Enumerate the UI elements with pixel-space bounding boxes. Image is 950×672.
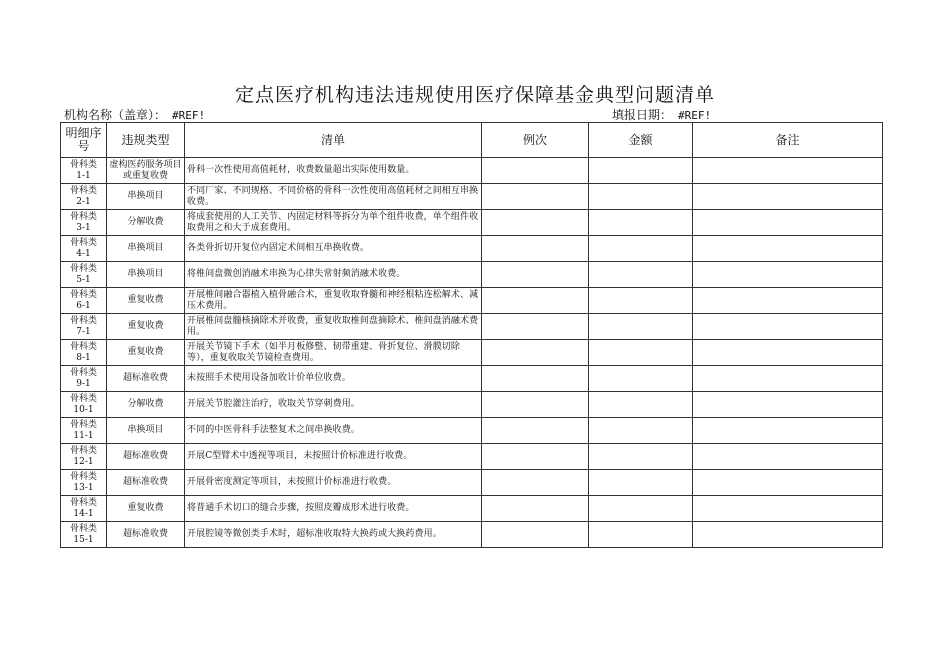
- row-number: 12-1: [73, 456, 94, 467]
- row-code: [61, 470, 107, 496]
- row-code: [61, 366, 107, 392]
- row-cases-cell[interactable]: [482, 210, 589, 236]
- row-amount-cell[interactable]: [589, 522, 693, 548]
- row-number: 14-1: [73, 508, 94, 519]
- row-amount-cell[interactable]: [589, 418, 693, 444]
- row-code: [61, 158, 107, 184]
- row-amount-cell[interactable]: [589, 444, 693, 470]
- row-number: 9-1: [76, 378, 91, 389]
- table-row: [61, 210, 883, 236]
- table-row: [61, 184, 883, 210]
- report-date-field: [612, 106, 711, 123]
- row-violation-type: 超标准收费: [107, 444, 185, 470]
- row-amount-cell[interactable]: [589, 470, 693, 496]
- row-cases-cell[interactable]: [482, 262, 589, 288]
- row-category: 骨科类: [69, 185, 97, 196]
- table-row: [61, 470, 883, 496]
- row-code: [61, 184, 107, 210]
- row-category: 骨科类: [69, 341, 97, 352]
- row-category: 骨科类: [69, 263, 97, 274]
- row-cases-cell[interactable]: [482, 314, 589, 340]
- table-row: [61, 366, 883, 392]
- table-row: [61, 158, 883, 184]
- row-violation-type: 串换项目: [107, 262, 185, 288]
- page-title: 定点医疗机构违法违规使用医疗保障基金典型问题清单: [234, 84, 715, 106]
- row-cases-cell[interactable]: [482, 418, 589, 444]
- row-amount-cell[interactable]: [589, 314, 693, 340]
- row-category: 骨科类: [69, 445, 97, 456]
- row-description: 不同的中医骨科手法整复术之间串换收费。: [185, 418, 482, 444]
- row-category: 骨科类: [69, 159, 97, 170]
- row-description: 将椎间盘微创消融术串换为心律失常射频消融术收费。: [185, 262, 482, 288]
- org-name-value: #REF!: [172, 109, 206, 122]
- row-remark-cell[interactable]: [693, 418, 883, 444]
- row-category: 骨科类: [69, 237, 97, 248]
- row-violation-type: 超标准收费: [107, 522, 185, 548]
- table-row: [61, 496, 883, 522]
- table-row: [61, 236, 883, 262]
- row-description: 开展腔镜等微创类手术时，超标准收取特大换药或大换药费用。: [185, 522, 482, 548]
- row-amount-cell[interactable]: [589, 496, 693, 522]
- row-remark-cell[interactable]: [693, 236, 883, 262]
- table-row: [61, 444, 883, 470]
- row-code: [61, 314, 107, 340]
- row-cases-cell[interactable]: [482, 340, 589, 366]
- row-category: 骨科类: [69, 211, 97, 222]
- table-row: [61, 288, 883, 314]
- row-violation-type: 超标准收费: [107, 470, 185, 496]
- row-remark-cell[interactable]: [693, 314, 883, 340]
- row-number: 3-1: [76, 222, 91, 233]
- row-cases-cell[interactable]: [482, 392, 589, 418]
- row-remark-cell[interactable]: [693, 210, 883, 236]
- row-remark-cell[interactable]: [693, 184, 883, 210]
- row-cases-cell[interactable]: [482, 444, 589, 470]
- row-category: 骨科类: [69, 367, 97, 378]
- row-remark-cell[interactable]: [693, 522, 883, 548]
- row-cases-cell[interactable]: [482, 366, 589, 392]
- row-remark-cell[interactable]: [693, 340, 883, 366]
- header-list: 清单: [185, 123, 482, 158]
- row-description: 开展椎间盘髓核摘除术并收费，重复收取椎间盘摘除术、椎间盘消融术费用。: [185, 314, 482, 340]
- row-description: 开展关节镜下手术（如半月板修整、韧带重建、骨折复位、滑膜切除等），重复收取关节镜检查费用。: [185, 340, 482, 366]
- row-violation-type: 重复收费: [107, 340, 185, 366]
- row-cases-cell[interactable]: [482, 470, 589, 496]
- row-violation-type: 超标准收费: [107, 366, 185, 392]
- table-row: [61, 314, 883, 340]
- row-violation-type: 重复收费: [107, 314, 185, 340]
- row-number: 4-1: [76, 248, 91, 259]
- row-code: [61, 522, 107, 548]
- header-amount: 金额: [589, 123, 693, 158]
- row-category: 骨科类: [69, 289, 97, 300]
- row-number: 8-1: [76, 352, 91, 363]
- table-row: [61, 340, 883, 366]
- row-description: 开展C型臂术中透视等项目，未按照计价标准进行收费。: [185, 444, 482, 470]
- row-violation-type: 分解收费: [107, 392, 185, 418]
- row-category: 骨科类: [69, 523, 97, 534]
- row-number: 1-1: [76, 170, 91, 181]
- row-description: 各类骨折切开复位内固定术间相互串换收费。: [185, 236, 482, 262]
- row-number: 7-1: [76, 326, 91, 337]
- row-violation-type: 重复收费: [107, 496, 185, 522]
- row-violation-type: 分解收费: [107, 210, 185, 236]
- row-code: [61, 288, 107, 314]
- row-remark-cell[interactable]: [693, 158, 883, 184]
- header-type: 违规类型: [107, 123, 185, 158]
- row-cases-cell[interactable]: [482, 158, 589, 184]
- row-code: [61, 236, 107, 262]
- row-category: 骨科类: [69, 315, 97, 326]
- row-code: [61, 210, 107, 236]
- row-remark-cell[interactable]: [693, 392, 883, 418]
- row-number: 5-1: [76, 274, 91, 285]
- row-code: [61, 262, 107, 288]
- row-number: 2-1: [76, 196, 91, 207]
- row-amount-cell[interactable]: [589, 236, 693, 262]
- row-remark-cell[interactable]: [693, 496, 883, 522]
- row-remark-cell[interactable]: [693, 262, 883, 288]
- row-remark-cell[interactable]: [693, 366, 883, 392]
- org-name-label: 机构名称（盖章）：: [64, 108, 167, 122]
- row-amount-cell[interactable]: [589, 288, 693, 314]
- table-row: [61, 522, 883, 548]
- row-code: [61, 340, 107, 366]
- row-number: 11-1: [73, 430, 94, 441]
- row-cases-cell[interactable]: [482, 184, 589, 210]
- row-remark-cell[interactable]: [693, 470, 883, 496]
- row-description: 将成套使用的人工关节、内固定材料等拆分为单个组件收费，单个组件收取费用之和大于成套费用。: [185, 210, 482, 236]
- row-amount-cell[interactable]: [589, 184, 693, 210]
- header-remark: 备注: [693, 123, 883, 158]
- row-number: 15-1: [73, 534, 94, 545]
- table-row: [61, 262, 883, 288]
- row-number: 6-1: [76, 300, 91, 311]
- row-cases-cell[interactable]: [482, 288, 589, 314]
- row-category: 骨科类: [69, 393, 97, 404]
- issue-table: [60, 122, 883, 548]
- row-amount-cell[interactable]: [589, 158, 693, 184]
- row-number: 10-1: [73, 404, 94, 415]
- row-violation-type: 串换项目: [107, 236, 185, 262]
- row-description: 未按照手术使用设备加收计价单位收费。: [185, 366, 482, 392]
- row-number: 13-1: [73, 482, 94, 493]
- row-category: 骨科类: [69, 419, 97, 430]
- row-description: 骨科一次性使用高值耗材，收费数量超出实际使用数量。: [185, 158, 482, 184]
- row-description: 开展关节腔灌注治疗，收取关节穿刺费用。: [185, 392, 482, 418]
- row-violation-type: 串换项目: [107, 184, 185, 210]
- report-date-label: 填报日期：: [612, 108, 673, 122]
- row-remark-cell[interactable]: [693, 444, 883, 470]
- table-header-row: [61, 123, 883, 158]
- row-cases-cell[interactable]: [482, 522, 589, 548]
- row-violation-type: 重复收费: [107, 288, 185, 314]
- row-code: [61, 496, 107, 522]
- row-cases-cell[interactable]: [482, 236, 589, 262]
- row-violation-type: 虚构医药服务项目或重复收费: [107, 158, 185, 184]
- report-date-value: #REF!: [678, 109, 712, 122]
- row-description: 开展骨密度测定等项目，未按照计价标准进行收费。: [185, 470, 482, 496]
- row-code: [61, 418, 107, 444]
- row-remark-cell[interactable]: [693, 288, 883, 314]
- row-category: 骨科类: [69, 497, 97, 508]
- row-description: 将普通手术切口的缝合步骤，按照皮瓣成形术进行收费。: [185, 496, 482, 522]
- row-category: 骨科类: [69, 471, 97, 482]
- row-amount-cell[interactable]: [589, 340, 693, 366]
- row-violation-type: 串换项目: [107, 418, 185, 444]
- table-row: [61, 392, 883, 418]
- header-cases: 例次: [482, 123, 589, 158]
- header-code: 明细序号: [61, 123, 107, 158]
- org-name-field: [64, 106, 205, 123]
- row-code: [61, 392, 107, 418]
- row-cases-cell[interactable]: [482, 496, 589, 522]
- row-code: [61, 444, 107, 470]
- row-amount-cell[interactable]: [589, 262, 693, 288]
- row-description: 开展椎间融合器植入植骨融合术，重复收取脊髓和神经根粘连松解术、减压术费用。: [185, 288, 482, 314]
- row-amount-cell[interactable]: [589, 366, 693, 392]
- row-amount-cell[interactable]: [589, 210, 693, 236]
- row-description: 不同厂家、不同规格、不同价格的骨科一次性使用高值耗材之间相互串换收费。: [185, 184, 482, 210]
- table-row: [61, 418, 883, 444]
- row-amount-cell[interactable]: [589, 392, 693, 418]
